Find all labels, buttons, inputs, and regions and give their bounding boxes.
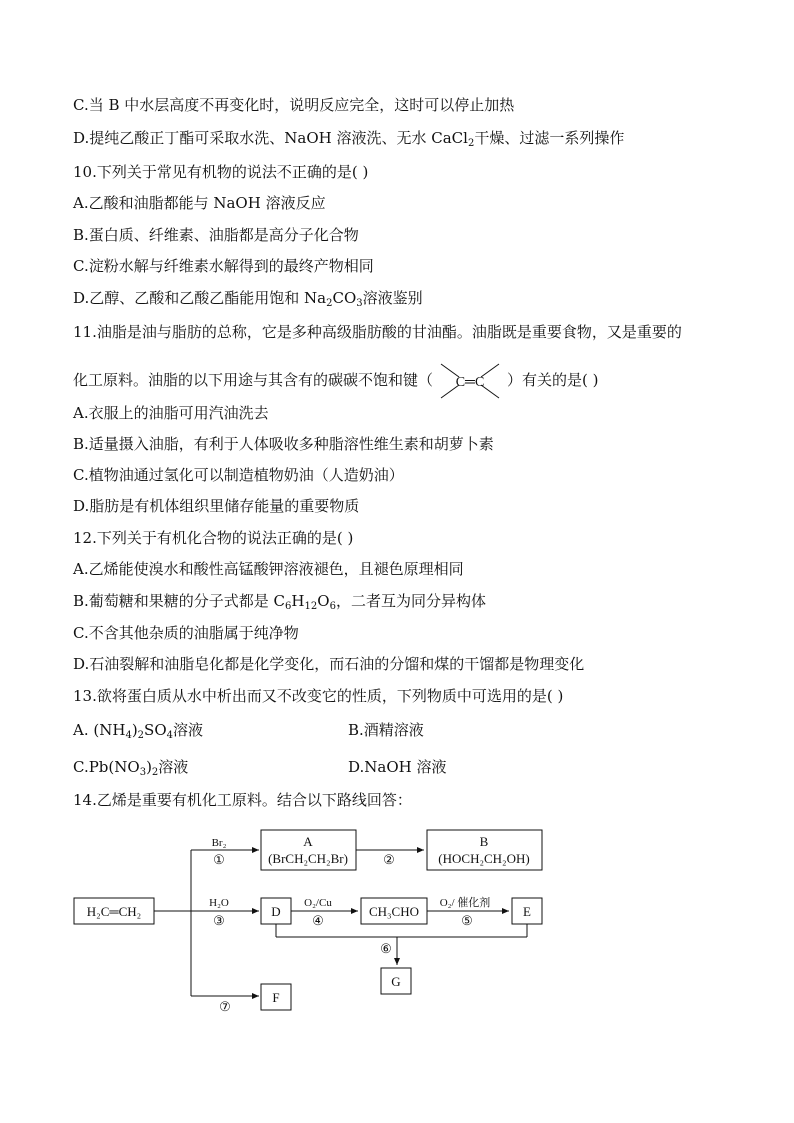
q12-option-c: C.不含其他杂质的油脂属于纯净物 [73, 624, 299, 642]
r7-number: ⑦ [219, 999, 231, 1014]
r4-number: ④ [312, 913, 324, 928]
box-f-label: F [272, 990, 280, 1005]
q12-stem: 12.下列关于有机化合物的说法正确的是( ) [73, 529, 354, 547]
cc-double-bond-structure [437, 362, 503, 400]
r1-reagent: Br₂ [211, 837, 227, 849]
q11-option-c: C.植物油通过氢化可以制造植物奶油（人造奶油） [73, 466, 404, 484]
q13-option-a: A. $(NH_4)_2SO_4$溶液 [73, 721, 204, 741]
q11-stem-line1: 11.油脂是油与脂肪的总称，它是多种高级脂肪酸的甘油酯。油脂既是重要食物，又是重要的 [73, 323, 682, 341]
r1-number: ① [213, 852, 225, 867]
q13-stem: 13.欲将蛋白质从水中析出而又不改变它的性质，下列物质中可选用的是( ) [73, 687, 564, 705]
cc-bond-label: C═C [455, 375, 485, 390]
q10-option-a: A.乙酸和油脂都能与 NaOH 溶液反应 [73, 194, 326, 212]
q13-option-d: D.NaOH 溶液 [348, 758, 447, 776]
q13-option-c: $C.Pb(NO_3)_2$溶液 [73, 758, 189, 778]
q11-option-d: D.脂肪是有机体组织里储存能量的重要物质 [73, 497, 360, 515]
r4-reagent: O₂/Cu [304, 897, 332, 909]
q13-option-b: B.酒精溶液 [348, 721, 424, 739]
box-b-label: B [479, 834, 489, 849]
r3-reagent: H₂O [209, 897, 229, 909]
q11-option-a: A.衣服上的油脂可用汽油洗去 [73, 404, 269, 422]
q9-option-d: D.提纯乙酸正丁酯可采取水洗、NaOH 溶液洗、无水 CaCl$_2$干燥、过滤一系列操作 [73, 129, 625, 149]
r5-reagent: O₂/ 催化剂 [439, 897, 491, 909]
box-g-label: G [391, 974, 401, 989]
r3-number: ③ [213, 913, 225, 928]
box-e-label: E [523, 904, 531, 919]
box-a-label: A [303, 834, 313, 849]
ethylene-label: H₂C═CH₂ [86, 904, 142, 919]
q10-stem: 10.下列关于常见有机物的说法不正确的是( ) [73, 163, 369, 181]
q11-stem-line2: 化工原料。油脂的以下用途与其含有的碳碳不饱和键（ C═C ）有关的是( ) [73, 362, 599, 400]
q10-option-c: C.淀粉水解与纤维素水解得到的最终产物相同 [73, 257, 374, 275]
q12-option-a: A.乙烯能使溴水和酸性高锰酸钾溶液褪色，且褪色原理相同 [73, 560, 464, 578]
box-b-formula: (HOCH₂CH₂OH) [438, 851, 530, 866]
r6-number: ⑥ [380, 941, 392, 956]
box-a-formula: (BrCH₂CH₂Br) [268, 851, 348, 866]
q9-option-c: C.当 B 中水层高度不再变化时，说明反应完全，这时可以停止加热 [73, 96, 515, 114]
r2-number: ② [383, 852, 395, 867]
reaction-scheme-diagram [0, 820, 794, 1020]
ch3cho-label: CH₃CHO [368, 904, 420, 919]
r5-number: ⑤ [461, 913, 473, 928]
q10-option-b: B.蛋白质、纤维素、油脂都是高分子化合物 [73, 226, 359, 244]
q12-option-d: D.石油裂解和油脂皂化都是化学变化，而石油的分馏和煤的干馏都是物理变化 [73, 655, 585, 673]
q12-option-b: B.葡萄糖和果糖的分子式都是 $C_6H_{12}O_6$，二者互为同分异构体 [73, 592, 486, 612]
box-d-label: D [271, 904, 281, 919]
q10-option-d: D.乙醇、乙酸和乙酸乙酯能用饱和 $Na_2CO_3$溶液鉴别 [73, 289, 423, 309]
q11-option-b: B.适量摄入油脂，有利于人体吸收多种脂溶性维生素和胡萝卜素 [73, 435, 494, 453]
q14-stem: 14.乙烯是重要有机化工原料。结合以下路线回答： [73, 791, 412, 809]
